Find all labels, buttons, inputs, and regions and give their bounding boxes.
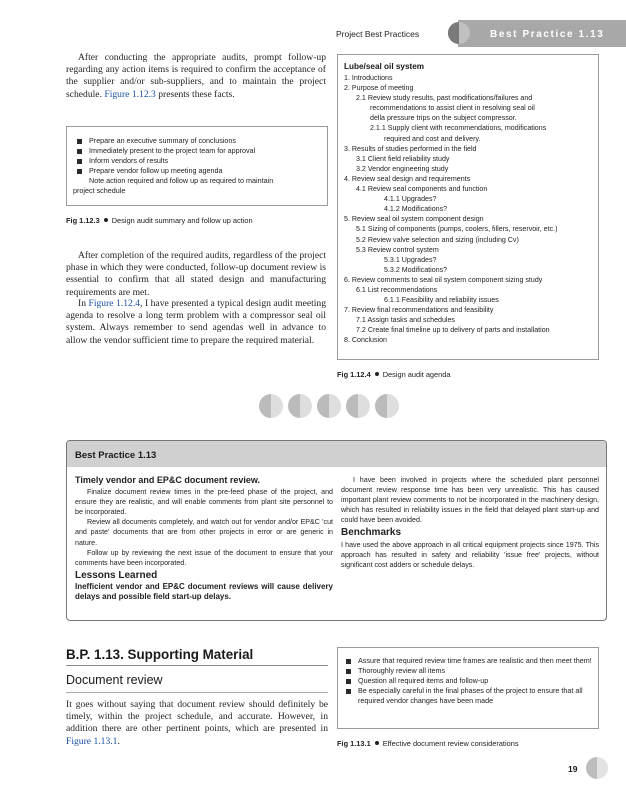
agenda-item: della pressure trips on the subject compressor. (370, 114, 517, 123)
agenda-item: recommendations to assist client in resolving seal oil (370, 104, 535, 113)
list-item: Question all required items and follow-up (342, 676, 592, 686)
figure-link[interactable]: Figure 1.12.4 (88, 298, 141, 309)
list-item: Immediately present to the project team for approval (73, 146, 321, 156)
agenda-item: 3.2 Vendor engineering study (356, 164, 449, 173)
caption-number: Fig 1.12.3 (66, 216, 100, 225)
best-practice-paragraph: I have been involved in projects where the scheduled plant personnel document review response time has been very unrealistic. This has caused important plant review comments to not be incorporated in the machinery design, which has resulted in reliability issues in the field that delayed plant start-up and could have been avoided. (341, 476, 599, 525)
agenda-item: 6.1 List recommendations (356, 285, 438, 294)
best-practice-box (66, 440, 607, 621)
caption-text: Design audit agenda (382, 370, 451, 379)
paragraph-agenda-intro (66, 298, 326, 347)
divider-circle-icon (259, 394, 283, 418)
text: In (78, 298, 89, 309)
list-item: Assure that required review time frames are realistic and then meet them! (342, 656, 592, 666)
list-item: Prepare an executive summary of conclusions (73, 136, 321, 146)
agenda-item: 5.1 Sizing of components (pumps, coolers, fillers, reservoir, etc.) (356, 225, 558, 234)
agenda-item: 2.1.1 Supply client with recommendations, modifications (370, 124, 547, 133)
bullet-dot-icon (375, 741, 379, 745)
agenda-item: 4.1 Review seal components and function (356, 185, 488, 194)
document-review-subheading: Document review (66, 673, 163, 687)
divider (66, 665, 328, 666)
figure-link[interactable]: Figure 1.12.3 (104, 88, 156, 100)
figure-1-12-3-box (66, 126, 328, 206)
paragraph-document-review: After completion of the required audits, regardless of the project phase in which they were conducted, follow-up document review is essential to confirm that all stated design and manufacturing requirements are met. (66, 250, 326, 298)
lessons-learned-text: Inefficient vendor and EP&C document reviews will cause delivery delays and possible field start-up delays. (75, 581, 333, 602)
best-practice-heading: Timely vendor and EP&C document review. (75, 475, 261, 485)
list-item: Thoroughly review all items (342, 666, 592, 676)
caption-text: Effective document review considerations (382, 739, 519, 748)
agenda-item: 2. Purpose of meeting (344, 84, 414, 93)
figure-1-13-1-box (337, 647, 599, 729)
agenda-item: 6.1.1 Feasibility and reliability issues (384, 296, 499, 305)
best-practice-paragraph: Review all documents completely, and watch out for vendor and/or EP&C 'cut and paste' documents that are from other projects in error or are generic in nature. (75, 518, 333, 547)
divider-circle-icon (346, 394, 370, 418)
bullet-dot-icon (375, 372, 379, 376)
divider-circle-icon (317, 394, 341, 418)
text: , I have presented a typical design audit meeting agenda to resolve a long term problem with a compressor seal oil system. Always remember to send agendas well in advance to allow the vendor sufficient time to prepare the required material. (66, 298, 327, 346)
figure-1-13-1-list (342, 656, 592, 706)
agenda-item: 7. Review final recommendations and feasibility (344, 306, 494, 315)
agenda-item: 5. Review seal oil system component design (344, 215, 484, 224)
page-number-circle (586, 757, 608, 779)
divider-circle-icon (288, 394, 312, 418)
caption-number: Fig 1.13.1 (337, 739, 371, 748)
list-item: Be especially careful in the final phases of the project to ensure that all required vendor changes have been made (342, 686, 592, 706)
best-practice-right-column (341, 475, 599, 570)
agenda-item: 7.2 Create final timeline up to delivery of parts and installation (356, 326, 550, 335)
agenda-item: 5.3.2 Modifications? (384, 265, 448, 274)
divider (66, 692, 328, 693)
agenda-item: 4. Review seal design and requirements (344, 174, 471, 183)
list-item: Prepare vendor follow up meeting agenda (73, 166, 321, 176)
best-practice-paragraph: Follow up by reviewing the next issue of the document to ensure that your comments have been incorporated. (75, 548, 333, 567)
text: presents these facts. (155, 88, 235, 100)
agenda-item: 6. Review comments to seal oil system component sizing study (344, 275, 543, 284)
figure-1-13-1-caption (337, 739, 519, 748)
benchmarks-heading: Benchmarks (341, 527, 402, 539)
best-practice-title: Best Practice 1.13 (67, 441, 606, 467)
best-practice-paragraph: Finalize document review times in the pre-feed phase of the project, and ensure they are realistic, and will enable comments from plant site personnel to be incorporated. (75, 488, 333, 517)
figure-1-12-4-caption (337, 370, 451, 379)
agenda-item: 7.1 Assign tasks and schedules (356, 316, 455, 325)
page-number: 19 (568, 764, 578, 774)
best-practice-left-column (75, 475, 333, 603)
agenda-item: 5.2 Review valve selection and sizing (including Cv) (356, 235, 519, 244)
agenda-item: 5.3 Review control system (356, 245, 439, 254)
list-item: Inform vendors of results (73, 156, 321, 166)
bullet-dot-icon (104, 218, 108, 222)
caption-text: Design audit summary and follow up action (111, 216, 253, 225)
note-line: project schedule (73, 186, 126, 195)
note-line: Note action required and follow up as required to maintain (89, 176, 274, 185)
agenda-item: required and cost and delivery. (384, 134, 481, 143)
figure-1-12-4-box (337, 54, 599, 360)
figure-1-12-3-note (73, 176, 321, 196)
agenda-item: 3. Results of studies performed in the field (344, 144, 477, 153)
header-bar-circle (448, 22, 470, 44)
agenda-title: Lube/seal oil system (344, 62, 425, 71)
text: It goes without saying that document review should definitely be timely, within the project schedule, and accurate. However, in addition there are other pertinent points, which are presented in (66, 699, 328, 735)
agenda-item: 5.3.1 Upgrades? (384, 255, 437, 264)
agenda-item: 4.1.1 Upgrades? (384, 195, 437, 204)
section-divider-circles (259, 394, 399, 420)
agenda-item: 3.1 Client field reliability study (356, 154, 450, 163)
benchmarks-text: I have used the above approach in all critical equipment projects since 1975. This approach has resulted in safety and reliability 'issue free' projects, without significant cost adders or schedule delays. (341, 540, 599, 569)
caption-number: Fig 1.12.4 (337, 370, 371, 379)
figure-1-12-3-list (73, 136, 321, 176)
running-header: Project Best Practices (336, 29, 420, 39)
agenda-item: 8. Conclusion (344, 336, 387, 345)
agenda-item: 1. Introductions (344, 74, 393, 82)
paragraph-document-review-intro (66, 699, 328, 748)
agenda-list (344, 73, 592, 346)
text: After conducting the appropriate audits, prompt follow-up regarding any action items is required to confirm the acceptance of the supplier and/or sub-suppliers, and to maintain the project schedule. (66, 52, 326, 100)
divider-circle-icon (375, 394, 399, 418)
agenda-item: 4.1.2 Modifications? (384, 205, 448, 214)
figure-1-12-3-caption (66, 216, 253, 225)
header-title: Best Practice 1.13 (490, 29, 605, 40)
supporting-material-heading: B.P. 1.13. Supporting Material (66, 647, 254, 662)
agenda-item: 2.1 Review study results, past modifications/failures and (356, 94, 533, 103)
paragraph-audit-followup (66, 52, 326, 101)
figure-link[interactable]: Figure 1.13.1 (66, 735, 118, 747)
text: . (117, 735, 120, 747)
lessons-learned-heading: Lessons Learned (75, 569, 158, 581)
